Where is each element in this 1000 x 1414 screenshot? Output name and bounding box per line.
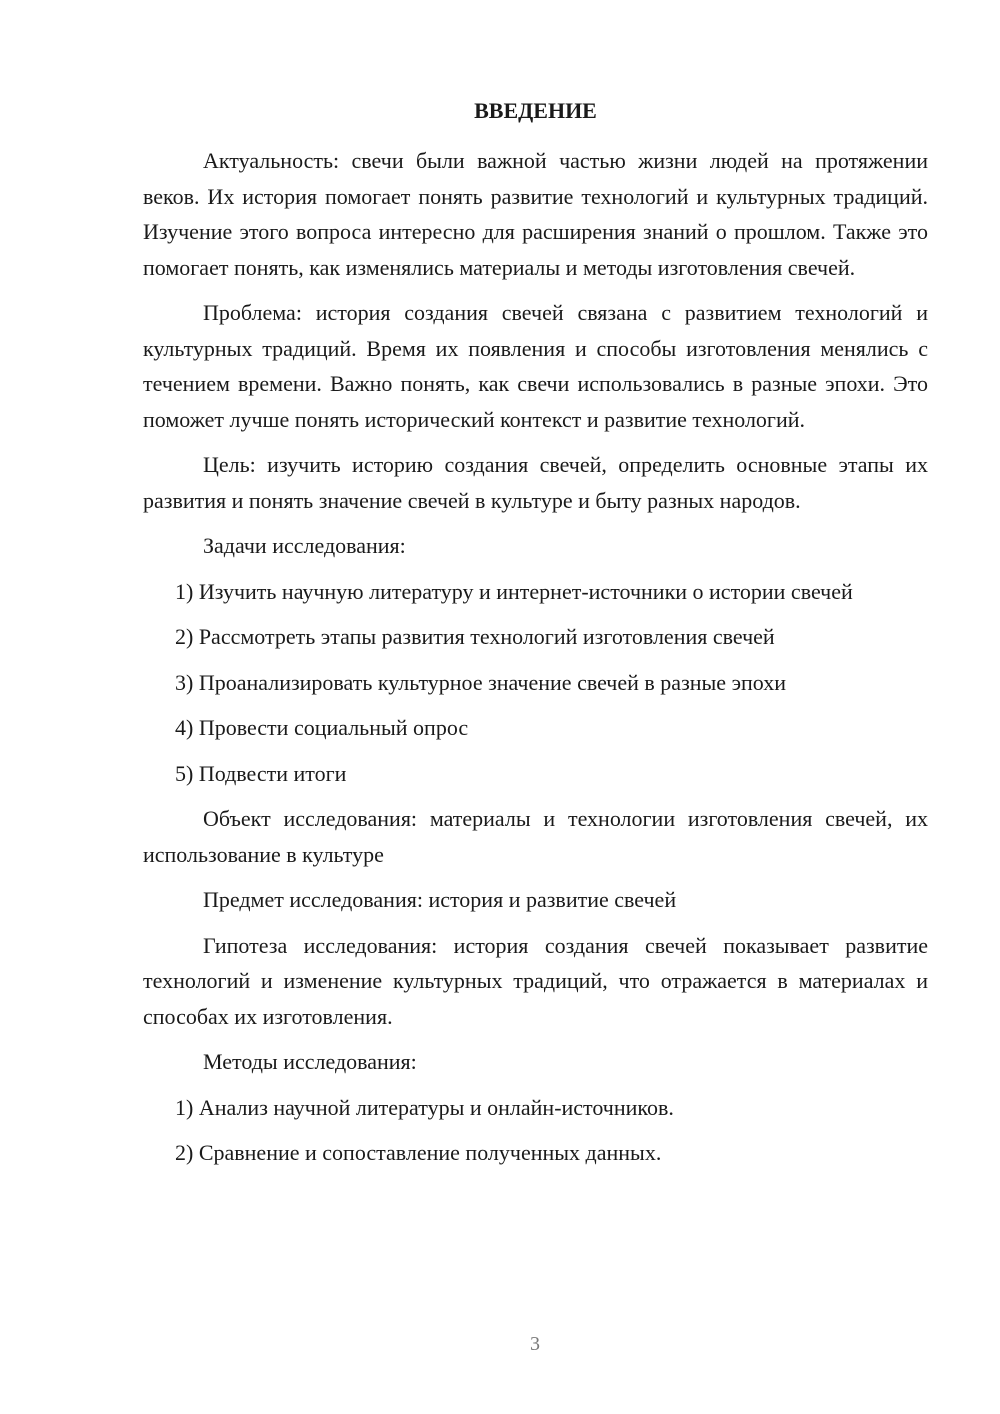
task-item-1: 1) Изучить научную литературу и интернет-источники о истории свечей	[175, 578, 853, 604]
paragraph-hypothesis: Гипотеза исследования: история создания свечей показывает развитие технологий и изменение культурных традиций, что отражается в материалах и способах их изготовления.	[143, 932, 928, 1029]
task-item-2: 2) Рассмотреть этапы развития технологий изготовления свечей	[175, 624, 775, 649]
tasks-heading: Задачи исследования:	[203, 533, 406, 558]
section-title: ВВЕДЕНИЕ	[474, 98, 597, 123]
paragraph-object: Объект исследования: материалы и технологии изготовления свечей, их использование в культуре	[143, 806, 928, 867]
page-content	[143, 93, 928, 1181]
paragraph-relevance: Актуальность: свечи были важной частью жизни людей на протяжении веков. Их история помогает понять развитие технологий и культурных традиций. Изучение этого вопроса интересно для расширения знаний о прошлом. Также это помогает понять, как изменялись материалы и методы изготовления свечей.	[143, 148, 928, 280]
task-item-5: 5) Подвести итоги	[175, 760, 347, 786]
page-number: 3	[530, 1333, 540, 1355]
method-item-2: 2) Сравнение и сопоставление полученных данных.	[175, 1140, 662, 1165]
paragraph-problem: Проблема: история создания свечей связана с развитием технологий и культурных традиций. Время их появления и способы изготовления менялись с течением времени. Важно понять, как свечи использовались в разные эпохи. Это поможет лучше понять исторический контекст и развитие технологий.	[143, 300, 928, 432]
task-item-3: 3) Проанализировать культурное значение свечей в разные эпохи	[175, 669, 787, 695]
method-item-1: 1) Анализ научной литературы и онлайн-источников.	[175, 1094, 674, 1120]
task-item-4: 4) Провести социальный опрос	[175, 715, 469, 740]
methods-heading: Методы исследования:	[203, 1049, 417, 1074]
paragraph-goal: Цель: изучить историю создания свечей, определить основные этапы их развития и понять значение свечей в культуре и быту разных народов.	[143, 452, 928, 513]
paragraph-subject: Предмет исследования: история и развитие свечей	[203, 887, 677, 912]
